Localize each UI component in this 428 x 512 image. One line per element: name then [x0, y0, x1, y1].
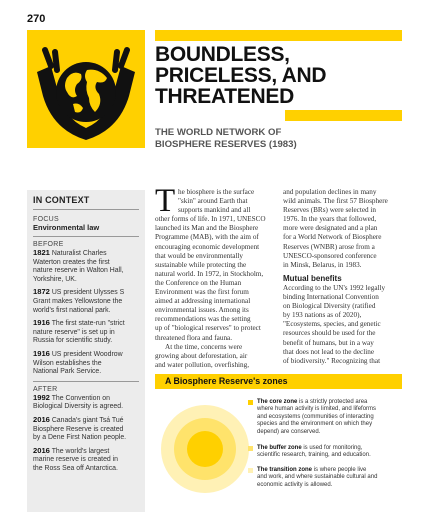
- body-line: for a World Network of Biosphere: [283, 233, 382, 242]
- body-line: growing about deforestation, air: [155, 351, 248, 360]
- entry-year: 1916: [33, 348, 50, 358]
- after-label: AFTER: [33, 385, 58, 393]
- title-line: THREATENED: [155, 85, 294, 108]
- core-zone-description: The core zone is a strictly protected area where human activity is limited, and lifeforms and ecosystems (communities of interacting species and the environment on which they depend) are conserved.: [257, 399, 407, 436]
- body-line: launched its Man and the Biosphere: [155, 224, 259, 233]
- body-line: up of "biological reserves" to protect: [155, 324, 261, 333]
- body-line: and water pollution, overfishing,: [155, 360, 250, 369]
- context-heading: IN CONTEXT: [33, 195, 139, 210]
- body-line: the Conference on the Human: [155, 278, 242, 287]
- body-line: resources should be used for the: [283, 329, 376, 338]
- body-line: recommendations was the setting: [155, 315, 251, 324]
- page-number: 270: [27, 13, 46, 25]
- title-accent-bar-bottom: [285, 110, 402, 121]
- transition-zone-name: The transition zone: [257, 467, 313, 473]
- body-line: UNESCO-sponsored conference: [283, 251, 377, 260]
- timeline-entry: 1821 Naturalist Charles Waterton creates the first nature reserve in Walton Hall, Yorkshire, UK.: [33, 248, 124, 283]
- timeline-entry: 1992 The Convention on Biological Diversity is agreed.: [33, 392, 123, 411]
- body-line: environmental issues. Among its: [155, 306, 249, 315]
- timeline-entry: 1916 US president Woodrow Wilson establishes the National Park Service.: [33, 348, 123, 376]
- body-line: Environment was the first forum: [155, 288, 249, 297]
- body-line: that would be environmentally: [155, 251, 244, 260]
- transition-zone-swatch: [248, 468, 253, 473]
- body-line: wild animals. The first 57 Biosphere: [283, 197, 388, 206]
- entry-year: 1916: [33, 318, 50, 328]
- body-line: natural world. In 1972, in Stockholm,: [155, 269, 264, 278]
- body-line: he biosphere is the surface: [178, 188, 255, 196]
- buffer-zone-description: The buffer zone is used for monitoring, scientific research, training, and education.: [257, 445, 407, 460]
- buffer-zone-swatch: [248, 446, 253, 451]
- title-line: PRICELESS, AND: [155, 64, 327, 87]
- subtitle-line: THE WORLD NETWORK OF: [155, 127, 282, 138]
- body-line: other forms of life. In 1971, UNESCO: [155, 215, 266, 224]
- before-label: BEFORE: [33, 241, 64, 248]
- body-line: threatened flora and fauna.: [155, 333, 233, 342]
- timeline-entry: 2016 The world's largest marine reserve is created in the Ross Sea off Antarctica.: [33, 445, 119, 472]
- globe-in-hands-icon: [27, 30, 145, 148]
- transition-zone-description: The transition zone is where people live and work, and where sustainable cultural and economic activity is allowed.: [257, 467, 407, 489]
- core-zone-swatch: [248, 400, 253, 405]
- in-context-sidebar: [27, 190, 145, 512]
- section-subhead: Mutual benefits: [283, 273, 342, 283]
- body-line: Programme (MAB), with the aim of: [155, 233, 259, 242]
- zones-title: A Biosphere Reserve's zones: [165, 376, 288, 386]
- body-line: aimed at addressing international: [155, 297, 251, 306]
- body-line: on Biological Diversity (ratified: [283, 302, 376, 311]
- body-line: that does not lead to the decline: [283, 347, 375, 356]
- page-subtitle: [155, 127, 375, 150]
- body-line: Reserves (WNBR) arose from a: [283, 242, 375, 251]
- body-line: According to the UN's 1992 legally: [283, 283, 386, 292]
- body-line: 1976. In the years that followed,: [283, 215, 377, 224]
- body-line: encouraging economic development: [155, 242, 260, 251]
- body-line: Reserves (BRs) were selected in: [283, 206, 377, 215]
- title-line: BOUNDLESS,: [155, 43, 290, 66]
- focus-value: Environmental law: [33, 223, 139, 237]
- timeline-entry: 1872 US president Ulysses S Grant makes Yellowstone the world's first national park.: [33, 287, 125, 314]
- globe-hands-illustration: [27, 30, 145, 148]
- body-line: of biodiversity." Recognizing that: [283, 356, 381, 365]
- entry-year: 1821: [33, 248, 50, 257]
- page-title: [155, 44, 415, 107]
- body-line: supports mankind and all: [178, 206, 251, 215]
- body-line: "skin" around Earth that: [178, 197, 248, 206]
- body-line: more were designated and a plan: [283, 224, 378, 233]
- entry-year: 2016: [33, 414, 50, 424]
- core-zone-circle: [187, 431, 223, 467]
- body-line: binding International Convention: [283, 293, 379, 302]
- entry-year: 1872: [33, 287, 50, 297]
- entry-year: 2016: [33, 445, 50, 455]
- body-line: by 193 nations as of 2020),: [283, 311, 362, 320]
- body-line: sustainable while protecting the: [155, 260, 247, 269]
- focus-label: FOCUS: [33, 216, 59, 223]
- entry-year: 1992: [33, 392, 50, 402]
- body-line: in Minsk, Belarus, in 1983.: [283, 260, 362, 269]
- timeline-entry: 1916 The first state-run "strict nature reserve" is set up in Russia for scientific study.: [33, 318, 125, 345]
- core-zone-name: The core zone: [257, 399, 298, 405]
- drop-cap: T: [155, 183, 176, 219]
- title-accent-bar: [155, 30, 402, 41]
- body-line: and population declines in many: [283, 188, 377, 196]
- subtitle-line: BIOSPHERE RESERVES (1983): [155, 138, 297, 150]
- body-line: benefit of humans, but in a way: [283, 338, 374, 347]
- timeline-entry: 2016 Canada's giant Tsá Tué Biosphere Reserve is created by a Dene First Nation people.: [33, 414, 127, 442]
- body-line: "Ecosystems, species, and genetic: [283, 320, 381, 329]
- body-line: At the time, concerns were: [165, 342, 243, 351]
- divider: [33, 381, 139, 382]
- buffer-zone-name: The buffer zone: [257, 445, 302, 451]
- concentric-zones-diagram: [160, 393, 250, 501]
- article-column-1: [155, 183, 275, 370]
- article-column-2: [283, 188, 403, 366]
